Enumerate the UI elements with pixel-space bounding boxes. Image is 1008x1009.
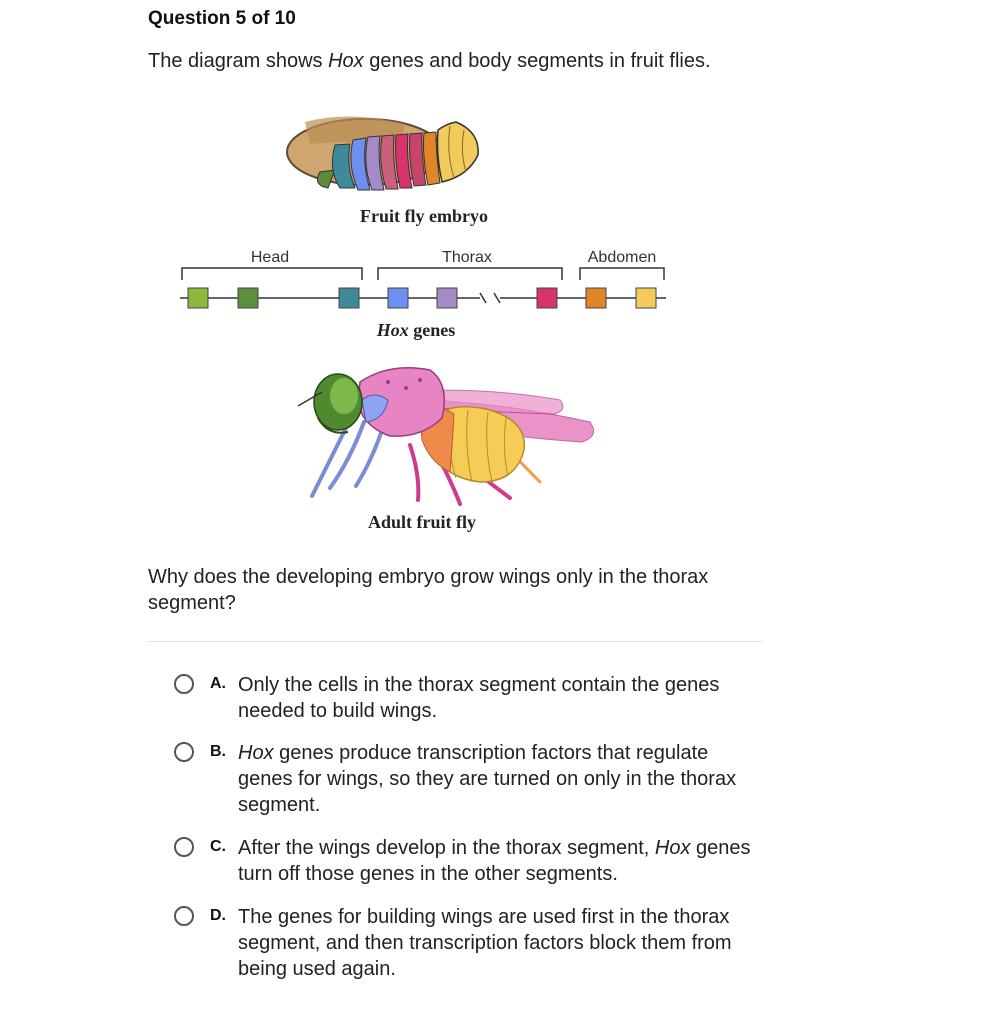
option-b-letter: B. [210,743,226,760]
option-c-hox: Hox [654,837,691,859]
option-b-text [238,740,768,818]
embryo-illustration [287,116,478,190]
hox-genes-caption [376,320,456,340]
intro-hox: Hox [328,50,364,72]
abdomen-bracket [580,268,664,280]
option-c-before: After the wings develop in the thorax segment, [238,837,655,859]
adult-caption: Adult fruit fly [368,512,476,532]
option-b-hox: Hox [238,742,274,764]
abdomen-label: Abdomen [587,249,657,266]
hox-gene-5 [437,288,457,308]
hox-gene-2 [238,288,258,308]
option-c-letter: C. [210,838,226,855]
option-c-rest: genes turn off those genes in the other segments. [238,837,751,885]
option-d-text: The genes for building wings are used first in the thorax segment, and then transcription factors block them from being used again. [238,906,732,980]
embryo-caption: Fruit fly embryo [360,206,488,226]
thorax-label: Thorax [442,249,492,266]
radio-a[interactable] [174,674,194,694]
thorax-bracket [378,268,562,280]
option-c-text [238,835,768,887]
hox-gene-1 [188,288,208,308]
question-text: Why does the developing embryo grow wings only in the thorax segment? [148,566,709,614]
head-bracket [182,268,362,280]
hox-genes-caption-rest: genes [408,320,456,340]
hox-gene-7 [586,288,606,308]
intro-before: The diagram shows [148,50,329,72]
hox-genes-caption-italic: Hox [376,320,409,340]
option-a-letter: A. [210,675,226,692]
hox-diagram-svg [150,100,690,540]
radio-b[interactable] [174,742,194,762]
radio-d[interactable] [174,906,194,926]
hox-gene-4 [388,288,408,308]
head-label: Head [250,249,290,266]
hox-diagram [150,100,690,540]
divider [148,641,762,642]
hox-gene-8 [636,288,656,308]
option-d-letter: D. [210,907,226,924]
gene-line-break [480,293,500,303]
option-a-text: Only the cells in the thorax segment contain the genes needed to build wings. [238,674,720,722]
radio-c[interactable] [174,837,194,857]
adult-fly-illustration [298,368,594,504]
intro-after: genes and body segments in fruit flies. [363,50,711,72]
hox-gene-6 [537,288,557,308]
question-number: Question 5 of 10 [148,8,296,29]
hox-gene-3 [339,288,359,308]
intro-text [148,50,711,73]
option-b-rest: genes produce transcription factors that regulate genes for wings, so they are turned on only in the thorax segment. [238,742,737,816]
